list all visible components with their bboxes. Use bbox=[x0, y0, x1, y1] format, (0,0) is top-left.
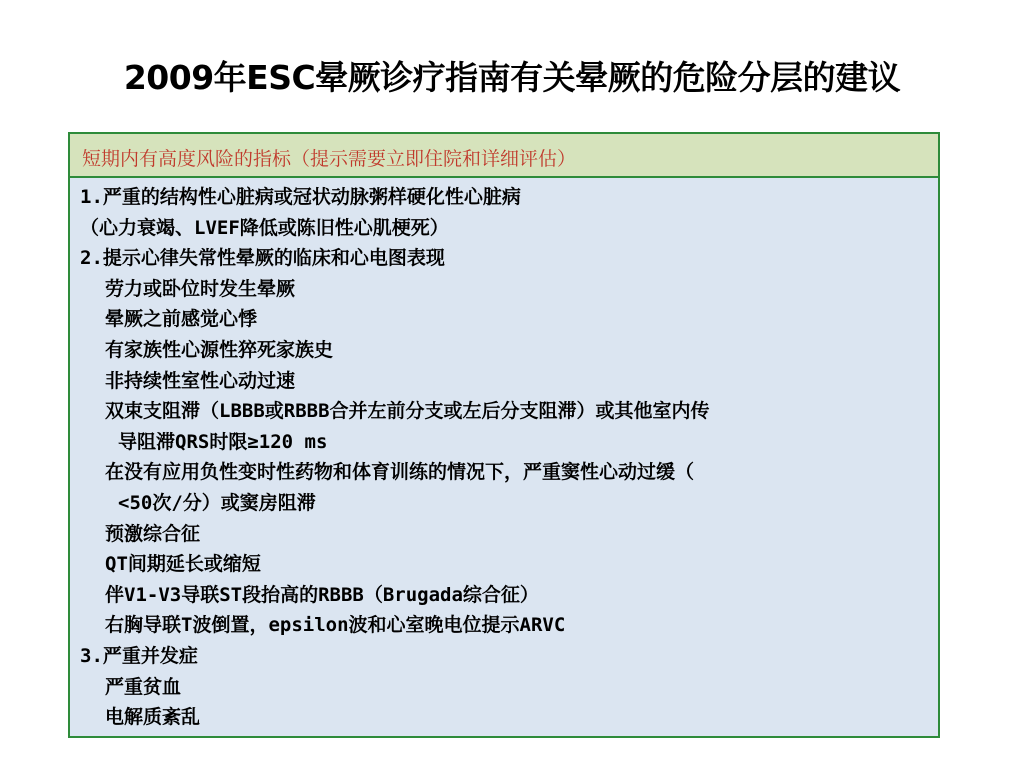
list-item: 有家族性心源性猝死家族史 bbox=[105, 338, 334, 361]
list-item: 劳力或卧位时发生晕厥 bbox=[105, 277, 296, 300]
table-body bbox=[70, 178, 938, 736]
list-item: <50次/分）或窦房阻滞 bbox=[118, 491, 316, 514]
list-item: 3.严重并发症 bbox=[80, 644, 198, 667]
list-item: 导阻滞QRS时限≥120 ms bbox=[118, 430, 328, 453]
list-item: 伴V1-V3导联ST段抬高的RBBB（Brugada综合征） bbox=[105, 583, 539, 606]
list-item: （心力衰竭、LVEF降低或陈旧性心肌梗死） bbox=[80, 216, 449, 239]
list-item: 预激综合征 bbox=[105, 522, 201, 545]
list-item: 晕厥之前感觉心悸 bbox=[105, 308, 258, 331]
list-item: 双束支阻滞（LBBB或RBBB合并左前分支或左后分支阻滞）或其他室内传 bbox=[105, 400, 710, 423]
list-item: 严重贫血 bbox=[105, 675, 182, 698]
list-item: 非持续性室性心动过速 bbox=[105, 369, 296, 392]
list-item: 电解质紊乱 bbox=[105, 706, 201, 729]
list-item: QT间期延长或缩短 bbox=[105, 553, 261, 576]
list-item: 右胸导联T波倒置，epsilon波和心室晚电位提示ARVC bbox=[105, 614, 566, 637]
slide-title: 2009年ESC晕厥诊疗指南有关晕厥的危险分层的建议 bbox=[123, 58, 901, 97]
list-item: 2.提示心律失常性晕厥的临床和心电图表现 bbox=[80, 247, 445, 270]
list-item: 在没有应用负性变时性药物和体育训练的情况下，严重窦性心动过缓（ bbox=[105, 461, 695, 484]
risk-table bbox=[68, 132, 940, 738]
table-header: 短期内有高度风险的指标（提示需要立即住院和详细评估） bbox=[70, 134, 938, 178]
list-item: 1.严重的结构性心脏病或冠状动脉粥样硬化性心脏病 bbox=[80, 186, 521, 208]
